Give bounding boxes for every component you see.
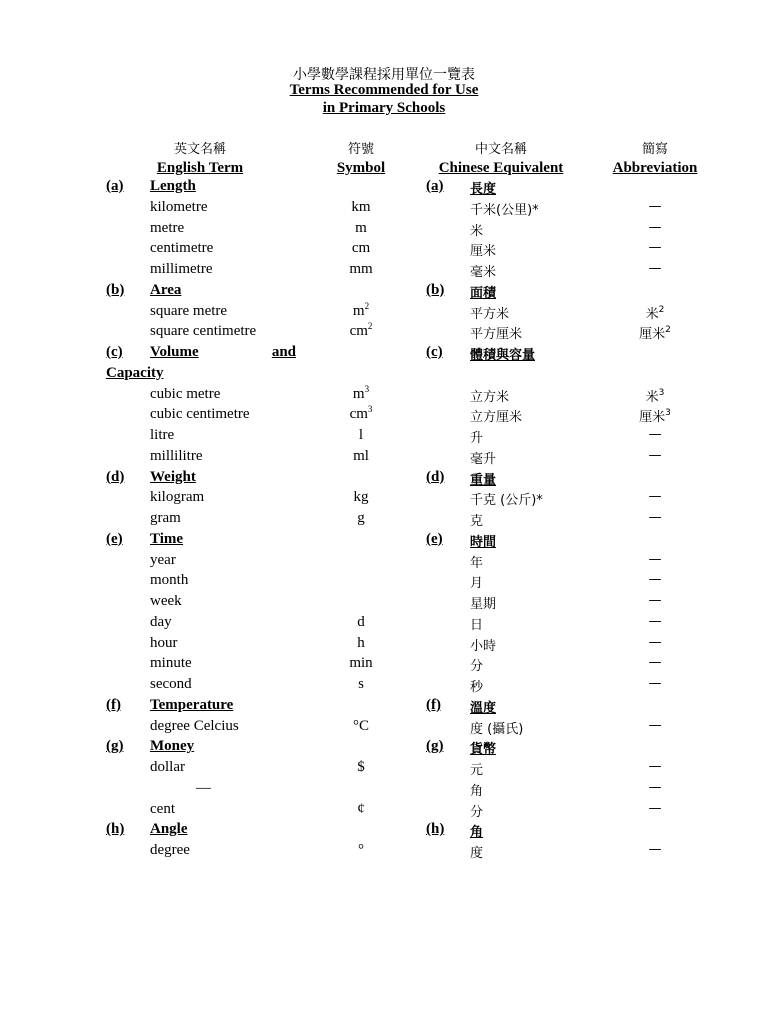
unit-chinese-equivalent: 立方米	[470, 389, 510, 405]
unit-symbol-text: m	[352, 385, 365, 402]
header-abbreviation-zh: 簡寫	[641, 142, 668, 157]
unit-row	[0, 676, 768, 697]
unit-english-term: millilitre	[150, 447, 203, 464]
unit-row	[0, 489, 768, 510]
unit-english-term: gram	[150, 510, 181, 526]
section-header-row	[0, 531, 768, 552]
unit-symbol	[330, 448, 392, 465]
section-title-chinese: 溫度	[470, 700, 497, 716]
unit-abbreviation-text: —	[648, 593, 662, 608]
unit-english-term: day	[150, 613, 172, 630]
section-title: Money	[150, 738, 195, 755]
unit-row	[0, 510, 768, 531]
section-header-row	[0, 282, 768, 303]
unit-row	[0, 718, 768, 739]
unit-chinese-equivalent: 毫米	[470, 265, 497, 280]
unit-symbol-text: °	[358, 842, 364, 858]
unit-chinese-equivalent: 千克 (公斤)*	[470, 493, 543, 509]
unit-english-term: week	[150, 593, 182, 609]
unit-abbreviation	[600, 220, 710, 235]
unit-row	[0, 780, 768, 801]
section-label: (d)	[106, 468, 125, 485]
unit-chinese-equivalent: 度	[470, 846, 484, 861]
section-header-row	[0, 469, 768, 490]
unit-symbol	[330, 427, 392, 444]
unit-symbol-text: ml	[353, 447, 369, 464]
unit-abbreviation-exponent: 3	[658, 387, 665, 398]
unit-english-term: cubic centimetre	[150, 406, 250, 423]
header-chinese-equivalent-zh: 中文名稱	[474, 142, 527, 157]
unit-symbol	[330, 759, 392, 776]
unit-abbreviation	[600, 303, 710, 322]
unit-abbreviation-text: —	[648, 447, 662, 463]
unit-abbreviation-text: —	[648, 240, 662, 256]
unit-symbol	[330, 510, 392, 527]
unit-abbreviation-text: 厘米	[639, 327, 666, 343]
header-symbol-zh: 符號	[347, 142, 374, 157]
unit-abbreviation	[600, 427, 710, 442]
unit-abbreviation-text: 米	[645, 389, 659, 405]
section-title-chinese: 貨幣	[470, 742, 497, 758]
unit-english-term: square metre	[150, 302, 228, 319]
unit-symbol-text: s	[358, 676, 364, 692]
unit-abbreviation	[600, 552, 710, 567]
unit-english-term: cubic metre	[150, 385, 221, 402]
section-header-row	[0, 178, 768, 199]
unit-abbreviation-text: —	[648, 717, 662, 733]
unit-english-term: kilometre	[150, 198, 208, 215]
unit-chinese-equivalent: 月	[470, 576, 484, 592]
section-label-zh-column: (c)	[426, 344, 443, 360]
unit-english-term: litre	[150, 427, 175, 443]
unit-symbol-text: cm	[349, 406, 368, 423]
header-english-term-zh: 英文名稱	[173, 142, 226, 157]
unit-abbreviation	[600, 406, 710, 425]
unit-chinese-equivalent: 分	[470, 804, 484, 820]
unit-english-term: minute	[150, 655, 192, 672]
header-symbol	[326, 138, 396, 177]
unit-chinese-equivalent: 厘米	[470, 244, 497, 260]
unit-abbreviation-text: —	[648, 198, 662, 214]
section-header-row	[0, 738, 768, 759]
header-abbreviation-en: Abbreviation	[612, 160, 698, 176]
unit-symbol-text: m	[352, 302, 365, 319]
section-title: Length	[150, 178, 196, 194]
unit-abbreviation	[600, 240, 710, 255]
unit-symbol-text: cm	[351, 240, 371, 257]
section-title-part: and	[271, 344, 296, 360]
section-title-part: Volume	[150, 344, 199, 360]
unit-abbreviation-exponent: 2	[658, 304, 665, 315]
unit-english-term: degree Celcius	[150, 717, 239, 734]
unit-symbol-exponent: 2	[367, 321, 373, 332]
unit-placeholder-dash: —	[196, 779, 211, 796]
unit-symbol	[330, 489, 392, 506]
section-header-row	[0, 821, 768, 842]
unit-row	[0, 323, 768, 344]
unit-row	[0, 199, 768, 220]
unit-row	[0, 572, 768, 593]
section-title: Temperature	[150, 696, 234, 713]
unit-abbreviation-exponent: 3	[665, 408, 671, 419]
unit-symbol-text: g	[357, 510, 365, 526]
unit-symbol-text: min	[349, 655, 373, 672]
unit-chinese-equivalent: 平方厘米	[470, 327, 523, 343]
unit-abbreviation	[600, 718, 710, 733]
unit-chinese-equivalent: 克	[470, 514, 484, 529]
unit-row	[0, 448, 768, 469]
unit-abbreviation	[600, 572, 710, 587]
unit-english-term: millimetre	[150, 261, 213, 277]
unit-abbreviation-text: 厘米	[639, 410, 666, 426]
section-label-zh-column: (g)	[426, 738, 444, 755]
header-english-term-en: English Term	[156, 160, 244, 176]
unit-chinese-equivalent: 日	[470, 617, 484, 633]
section-title	[150, 344, 296, 361]
unit-english-term: metre	[150, 219, 185, 236]
unit-abbreviation	[600, 510, 710, 525]
header-chinese-equivalent-en: Chinese Equivalent	[438, 160, 564, 176]
unit-abbreviation-text: —	[648, 655, 662, 671]
unit-chinese-equivalent: 度 (攝氏)	[470, 721, 524, 737]
unit-chinese-equivalent: 米	[470, 223, 484, 239]
unit-symbol	[330, 220, 392, 237]
section-label: (e)	[106, 530, 123, 547]
section-title-chinese: 重量	[470, 472, 497, 488]
unit-abbreviation	[600, 842, 710, 857]
unit-english-term: second	[150, 676, 192, 692]
unit-symbol-text: $	[357, 759, 365, 775]
section-title-continuation: Capacity	[106, 364, 164, 381]
section-label-zh-column: (f)	[426, 696, 441, 713]
unit-symbol	[330, 406, 392, 423]
unit-row	[0, 759, 768, 780]
header-chinese-equivalent	[424, 138, 578, 177]
unit-abbreviation-text: —	[648, 261, 662, 276]
unit-english-term: centimetre	[150, 240, 214, 257]
section-label-zh-column: (a)	[426, 178, 444, 194]
header-english-term	[140, 138, 260, 177]
unit-symbol	[330, 300, 392, 320]
unit-chinese-equivalent: 年	[470, 555, 484, 571]
unit-abbreviation	[600, 676, 710, 691]
unit-abbreviation-text: —	[648, 613, 662, 629]
unit-abbreviation-text: —	[648, 759, 662, 774]
header-symbol-en: Symbol	[336, 160, 386, 176]
unit-chinese-equivalent: 千米(公里)*	[470, 202, 539, 218]
unit-abbreviation	[600, 655, 710, 670]
section-label-zh-column: (d)	[426, 468, 445, 485]
section-label: (c)	[106, 344, 123, 360]
unit-symbol-text: km	[351, 198, 371, 215]
unit-chinese-equivalent: 平方米	[470, 306, 510, 322]
section-label: (b)	[106, 281, 125, 298]
unit-abbreviation	[600, 489, 710, 504]
unit-symbol-text: kg	[353, 489, 369, 506]
section-title: Weight	[150, 468, 196, 485]
unit-row	[0, 801, 768, 822]
unit-english-term: hour	[150, 634, 178, 651]
unit-row	[0, 300, 768, 324]
unit-english-term: degree	[150, 842, 190, 858]
unit-english-term: cent	[150, 800, 175, 817]
unit-abbreviation	[600, 801, 710, 816]
section-label-zh-column: (h)	[426, 821, 445, 838]
units-table	[0, 178, 768, 863]
unit-abbreviation-text: —	[648, 779, 662, 795]
unit-symbol	[330, 801, 392, 818]
unit-symbol	[330, 655, 392, 672]
section-label: (a)	[106, 178, 124, 194]
unit-abbreviation-text: 米	[645, 306, 659, 322]
unit-chinese-equivalent: 小時	[470, 638, 497, 654]
unit-abbreviation	[600, 780, 710, 795]
unit-symbol-exponent: 3	[364, 383, 370, 394]
unit-symbol	[330, 718, 392, 735]
unit-abbreviation	[600, 261, 710, 276]
unit-symbol-exponent: 2	[364, 300, 370, 311]
unit-symbol	[330, 842, 392, 859]
unit-symbol	[330, 676, 392, 693]
unit-abbreviation-text: —	[648, 634, 662, 650]
section-label: (h)	[106, 821, 125, 838]
unit-row	[0, 842, 768, 863]
unit-abbreviation	[600, 593, 710, 608]
unit-symbol	[330, 323, 392, 340]
title-english-line1: Terms Recommended for Use	[289, 82, 479, 98]
unit-symbol	[330, 614, 392, 631]
unit-symbol-exponent: 3	[367, 404, 373, 415]
unit-chinese-equivalent: 立方厘米	[470, 410, 523, 426]
section-title-chinese: 長度	[470, 182, 497, 197]
unit-symbol	[330, 240, 392, 257]
header-abbreviation	[600, 138, 710, 177]
unit-symbol-text: l	[358, 427, 364, 443]
unit-row	[0, 427, 768, 448]
unit-abbreviation-text: —	[648, 489, 662, 505]
title-english-line2: in Primary Schools	[322, 100, 446, 116]
section-header-row	[0, 697, 768, 718]
unit-symbol-text: °C	[352, 717, 369, 734]
unit-english-term: month	[150, 572, 189, 589]
section-title: Time	[150, 530, 184, 547]
section-title-chinese: 面積	[470, 285, 497, 301]
unit-chinese-equivalent: 毫升	[470, 451, 497, 467]
unit-symbol-text: d	[357, 613, 365, 630]
unit-abbreviation-text: —	[648, 842, 662, 857]
section-title: Angle	[150, 821, 188, 838]
title-chinese: 小學數學課程採用單位一覽表	[293, 67, 475, 83]
unit-row	[0, 261, 768, 282]
section-label-zh-column: (b)	[426, 281, 445, 298]
unit-row	[0, 383, 768, 407]
unit-symbol	[330, 199, 392, 216]
unit-row	[0, 406, 768, 427]
unit-chinese-equivalent: 角	[470, 783, 484, 799]
unit-abbreviation	[600, 386, 710, 405]
section-title-chinese: 角	[470, 825, 484, 841]
unit-symbol-text: ¢	[357, 800, 365, 817]
unit-symbol-text: h	[357, 634, 365, 651]
unit-row	[0, 614, 768, 635]
section-title-chinese: 時間	[470, 534, 497, 550]
unit-abbreviation-text: —	[648, 219, 662, 235]
section-label: (g)	[106, 738, 124, 755]
unit-abbreviation-text: —	[648, 800, 662, 816]
unit-abbreviation-text: —	[648, 676, 662, 691]
unit-row	[0, 593, 768, 614]
unit-symbol-text: mm	[349, 261, 373, 277]
unit-abbreviation	[600, 199, 710, 214]
unit-abbreviation	[600, 323, 710, 342]
unit-row	[0, 220, 768, 241]
section-continuation-row	[0, 365, 768, 386]
unit-symbol	[330, 261, 392, 278]
unit-abbreviation-text: —	[648, 427, 662, 442]
section-label: (f)	[106, 696, 121, 713]
section-title-chinese: 體積與容量	[470, 348, 536, 363]
unit-abbreviation	[600, 614, 710, 629]
unit-row	[0, 552, 768, 573]
unit-english-term: kilogram	[150, 489, 205, 506]
unit-symbol	[330, 383, 392, 403]
unit-abbreviation-text: —	[648, 510, 662, 525]
unit-row	[0, 240, 768, 261]
unit-english-term: year	[150, 551, 176, 568]
unit-abbreviation-text: —	[648, 551, 662, 567]
unit-abbreviation-text: —	[648, 572, 662, 588]
unit-symbol	[330, 635, 392, 652]
unit-row	[0, 635, 768, 656]
unit-chinese-equivalent: 分	[470, 659, 484, 675]
unit-english-term: square centimetre	[150, 323, 257, 340]
unit-chinese-equivalent: 星期	[470, 597, 497, 612]
section-label-zh-column: (e)	[426, 530, 443, 547]
unit-chinese-equivalent: 秒	[470, 680, 484, 695]
section-header-row	[0, 344, 768, 365]
unit-row	[0, 655, 768, 676]
unit-chinese-equivalent: 元	[470, 763, 484, 778]
section-title: Area	[150, 281, 182, 298]
unit-abbreviation	[600, 448, 710, 463]
unit-abbreviation	[600, 635, 710, 650]
unit-symbol-text: cm	[349, 323, 368, 340]
unit-abbreviation	[600, 759, 710, 774]
unit-symbol-text: m	[355, 219, 367, 236]
unit-english-term: dollar	[150, 759, 185, 775]
unit-abbreviation-exponent: 2	[665, 325, 671, 336]
unit-chinese-equivalent: 升	[470, 431, 484, 446]
